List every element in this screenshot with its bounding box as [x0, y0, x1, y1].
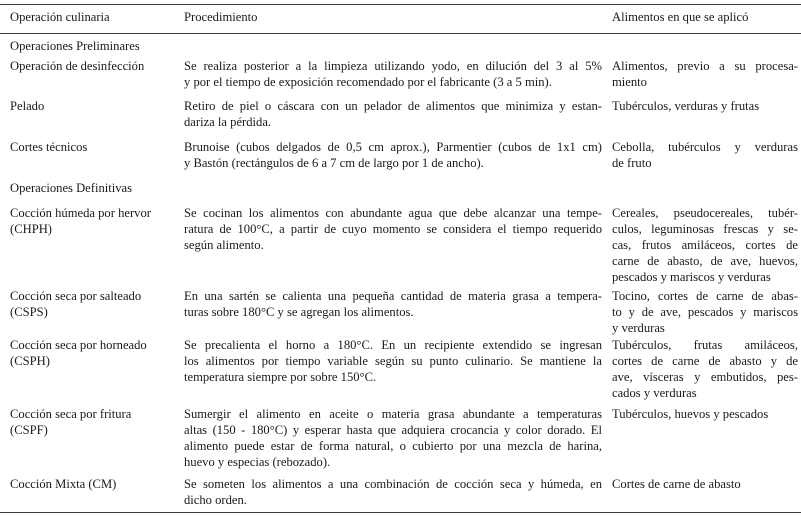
procedure-cell — [184, 288, 602, 320]
foods-cell-line: culos, leguminosas frescas y se- — [612, 222, 798, 236]
foods-cell — [612, 58, 798, 90]
operation-cell-line: Cocción seca por fritura — [10, 407, 132, 421]
procedure-cell-line: Se cocinan los alimentos con abundante agua que debe alcanzar una tempe- — [184, 206, 602, 220]
operation-cell — [10, 337, 178, 369]
procedure-cell-line: temperatura siempre por sobre 150°C. — [184, 370, 377, 384]
foods-cell-line: Tocino, cortes de carne de abas- — [612, 289, 798, 303]
operation-cell — [10, 98, 178, 114]
operation-cell-line: Cocción seca por horneado — [10, 338, 147, 352]
operation-cell-line: Operación de desinfección — [10, 59, 145, 73]
section-definitivas: Operaciones Definitivas — [10, 181, 133, 195]
operation-cell-line: (CSPS) — [10, 305, 48, 319]
top-rule — [0, 4, 801, 5]
procedure-cell — [184, 406, 602, 470]
header-procedure: Procedimiento — [184, 10, 258, 24]
foods-cell — [612, 98, 798, 114]
operation-cell-line: Cortes técnicos — [10, 140, 88, 154]
foods-cell-line: Alimentos, previo a su procesa- — [612, 59, 798, 73]
foods-cell-line: ave, vísceras y embutidos, pes- — [612, 370, 798, 384]
procedure-cell-line: Se someten los alimentos a una combinación de cocción seca y húmeda, en — [184, 477, 602, 491]
operation-cell — [10, 406, 178, 438]
procedure-cell-line: los alimentos por tiempo variable según su punto culinario. Se mantiene la — [184, 354, 602, 368]
foods-cell-line: to y de ave, pescados y mariscos — [612, 305, 798, 319]
procedure-cell-line: dariza la pérdida. — [184, 115, 272, 129]
foods-cell-line: Cebolla, tubérculos y verduras — [612, 140, 798, 154]
procedure-cell — [184, 58, 602, 90]
procedure-cell-line: Se realiza posterior a la limpieza utilizando yodo, en dilución del 3 al 5% — [184, 59, 602, 73]
operation-cell-line: Pelado — [10, 99, 45, 113]
procedure-cell-line: huevo y especias (rebozado). — [184, 455, 331, 469]
foods-cell-line: y verduras — [612, 321, 665, 335]
foods-cell-line: cortes de carne de abasto y de — [612, 354, 798, 368]
procedure-cell-line: Sumergir el alimento en aceite o materia grasa abundante a temperaturas — [184, 407, 602, 421]
operation-cell — [10, 476, 178, 492]
foods-cell — [612, 337, 798, 401]
procedure-cell-line: ratura de 100°C, a partir de cuyo momento se considera el tiempo requerido — [184, 222, 602, 236]
foods-cell — [612, 139, 798, 171]
procedure-cell-line: y Bastón (rectángulos de 6 a 7 cm de largo por 1 de ancho). — [184, 156, 484, 170]
foods-cell-line: pescados y mariscos y verduras — [612, 270, 771, 284]
foods-cell-line: Tubérculos, verduras y frutas — [612, 99, 760, 113]
procedure-cell-line: alimento puede estar de forma natural, o cubierto por una mezcla de harina, — [184, 439, 602, 453]
foods-cell-line: Tubérculos, huevos y pescados — [612, 407, 769, 421]
procedure-cell-line: dicho orden. — [184, 493, 247, 507]
section-preliminares: Operaciones Preliminares — [10, 39, 140, 53]
procedure-cell — [184, 98, 602, 130]
header-rule — [0, 33, 801, 34]
foods-cell-line: Tubérculos, frutas amiláceos, — [612, 338, 798, 352]
operation-cell — [10, 58, 178, 74]
operation-cell — [10, 288, 178, 320]
procedure-cell-line: turas sobre 180°C y se agregan los alimentos. — [184, 305, 414, 319]
foods-cell-line: carne de abasto, de ave, huevos, — [612, 254, 798, 268]
foods-cell-line: cas, frutos amiláceos, cortes de — [612, 238, 798, 252]
operation-cell-line: Cocción Mixta (CM) — [10, 477, 117, 491]
header-foods: Alimentos en que se aplicó — [612, 10, 749, 24]
procedure-cell-line: Se precalienta el horno a 180°C. En un recipiente extendido se ingresan — [184, 338, 602, 352]
procedure-cell — [184, 337, 602, 385]
bottom-rule — [0, 512, 801, 513]
foods-cell — [612, 406, 798, 422]
procedure-cell-line: y por el tiempo de exposición recomendado por el fabricante (3 a 5 min). — [184, 75, 552, 89]
operation-cell-line: (CSPH) — [10, 354, 50, 368]
foods-cell — [612, 205, 798, 285]
operation-cell — [10, 205, 178, 237]
procedure-cell — [184, 205, 602, 253]
foods-cell-line: miento — [612, 75, 647, 89]
procedure-cell-line: Brunoise (cubos delgados de 0,5 cm aprox.), Parmentier (cubos de 1x1 cm) — [184, 140, 602, 154]
operation-cell — [10, 139, 178, 155]
foods-cell — [612, 476, 798, 492]
header-operation: Operación culinaria — [10, 10, 110, 24]
foods-cell-line: cados y verduras — [612, 386, 697, 400]
procedure-cell-line: Retiro de piel o cáscara con un pelador de alimentos que minimiza y estan- — [184, 99, 602, 113]
foods-cell — [612, 288, 798, 336]
operation-cell-line: Cocción húmeda por hervor — [10, 206, 151, 220]
foods-cell-line: Cereales, pseudocereales, tubér- — [612, 206, 798, 220]
foods-cell-line: de fruto — [612, 156, 652, 170]
procedure-cell-line: según alimento. — [184, 238, 264, 252]
operation-cell-line: (CSPF) — [10, 423, 48, 437]
operation-cell-line: (CHPH) — [10, 222, 52, 236]
procedure-cell-line: altas (150 - 180°C) y esperar hasta que adquiera crocancia y color dorado. El — [184, 423, 602, 437]
procedure-cell — [184, 139, 602, 171]
procedure-cell-line: En una sartén se calienta una pequeña cantidad de materia grasa a tempera- — [184, 289, 602, 303]
operation-cell-line: Cocción seca por salteado — [10, 289, 142, 303]
procedure-cell — [184, 476, 602, 508]
foods-cell-line: Cortes de carne de abasto — [612, 477, 741, 491]
